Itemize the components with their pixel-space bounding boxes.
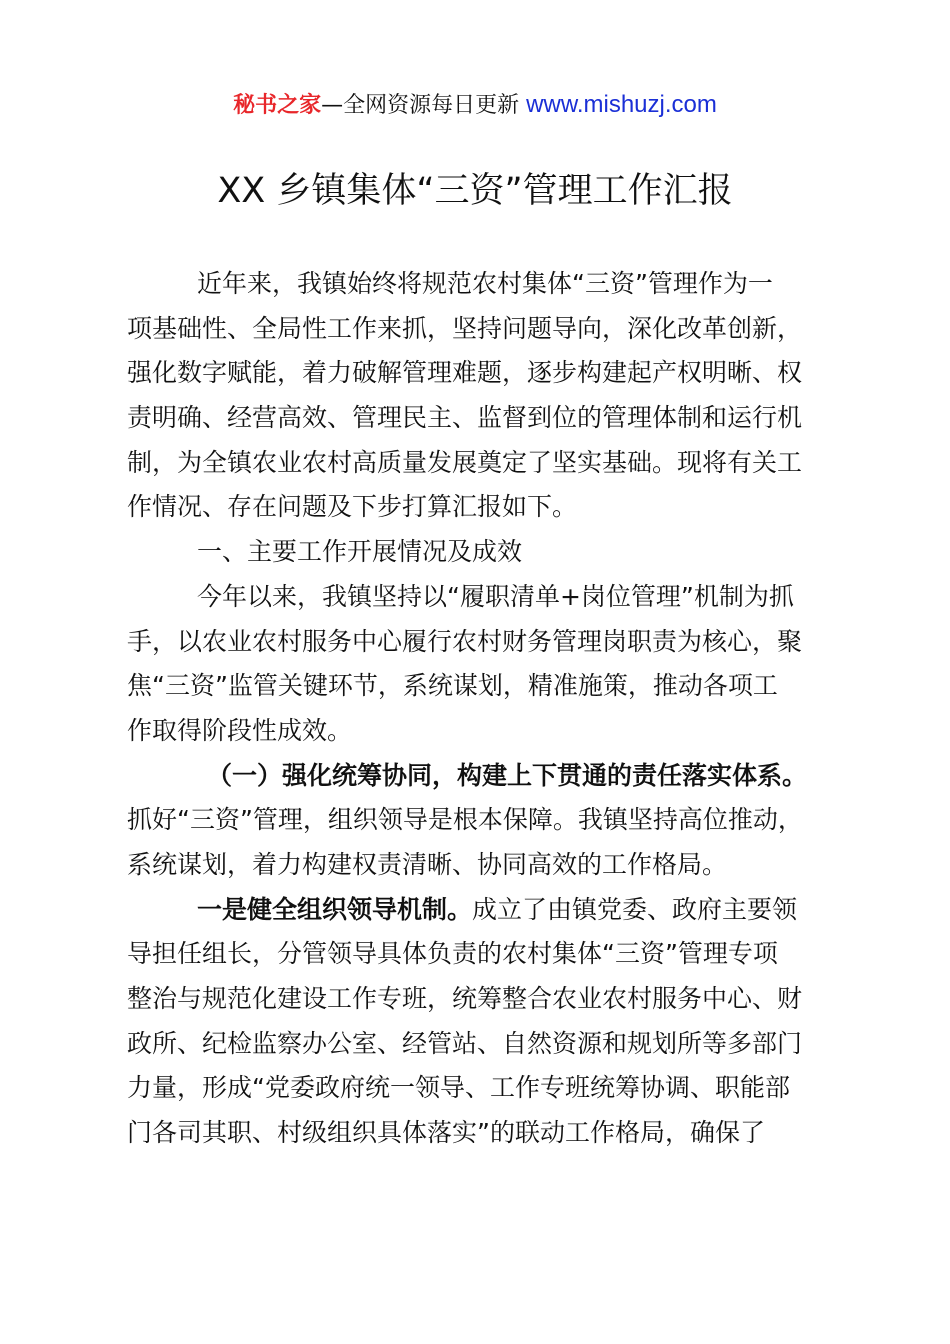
line-text: 焦“三资”监管关键环节，系统谋划，精准施策，推动各项工	[127, 671, 778, 701]
text-line	[127, 1066, 837, 1111]
text-line	[127, 709, 837, 754]
text-line	[127, 262, 837, 307]
line-text: 今年以来，我镇坚持以“履职清单+岗位管理”机制为抓	[197, 581, 794, 611]
text-line	[127, 575, 837, 620]
text-line	[127, 620, 837, 665]
text-line	[127, 396, 837, 441]
banner-tagline: —全网资源每日更新	[321, 93, 527, 118]
line-text: 力量，形成“党委政府统一领导、工作专班统筹协调、职能部	[127, 1073, 790, 1103]
text-line	[127, 932, 837, 977]
site-banner	[0, 88, 950, 123]
line-text: 系统谋划，着力构建权责清晰、协同高效的工作格局。	[127, 849, 728, 879]
line-text: 责明确、经营高效、管理民主、监督到位的管理体制和运行机	[127, 403, 803, 433]
subsection-heading	[127, 754, 837, 799]
text-line	[127, 664, 837, 709]
text-line	[127, 1111, 837, 1156]
line-text: 作情况、存在问题及下步打算汇报如下。	[127, 492, 578, 522]
line-text: 成立了由镇党委、政府主要领	[472, 894, 798, 924]
line-text: 制，为全镇农业农村高质量发展奠定了坚实基础。现将有关工	[127, 447, 803, 477]
section-heading	[127, 530, 837, 575]
line-text: 手，以农业农村服务中心履行农村财务管理岗职责为核心，聚	[127, 626, 803, 656]
line-text: 导担任组长，分管领导具体负责的农村集体“三资”管理专项	[127, 939, 778, 969]
line-text: 门各司其职、村级组织具体落实”的联动工作格局，确保了	[127, 1118, 765, 1148]
bold-lead: （一）强化统筹协同，构建上下贯通的责任落实体系。	[207, 760, 808, 790]
line-text: 政所、纪检监察办公室、经管站、自然资源和规划所等多部门	[127, 1028, 803, 1058]
line-text: 抓好“三资”管理，组织领导是根本保障。我镇坚持高位推动，	[127, 805, 803, 835]
line-text: 作取得阶段性成效。	[127, 715, 353, 745]
text-line	[127, 307, 837, 352]
line-text: 一、主要工作开展情况及成效	[197, 537, 523, 567]
text-line	[127, 888, 837, 933]
text-line	[127, 1022, 837, 1067]
line-text: 强化数字赋能，着力破解管理难题，逐步构建起产权明晰、权	[127, 358, 803, 388]
document-body	[127, 262, 837, 1156]
document-title: XX 乡镇集体“三资”管理工作汇报	[217, 171, 733, 211]
line-text: 近年来，我镇始终将规范农村集体“三资”管理作为一	[197, 269, 773, 298]
text-line	[127, 843, 837, 888]
site-url-link[interactable]: www.mishuzj.com	[526, 91, 717, 118]
brand-name: 秘书之家	[233, 93, 322, 118]
text-line	[127, 977, 837, 1022]
text-line	[127, 485, 837, 530]
text-line	[127, 351, 837, 396]
line-text: 项基础性、全局性工作来抓，坚持问题导向，深化改革创新，	[127, 313, 803, 343]
text-line	[127, 441, 837, 486]
bold-lead: 一是健全组织领导机制。	[197, 894, 473, 924]
text-line	[127, 798, 837, 843]
line-text: 整治与规范化建设工作专班，统筹整合农业农村服务中心、财	[127, 984, 803, 1013]
